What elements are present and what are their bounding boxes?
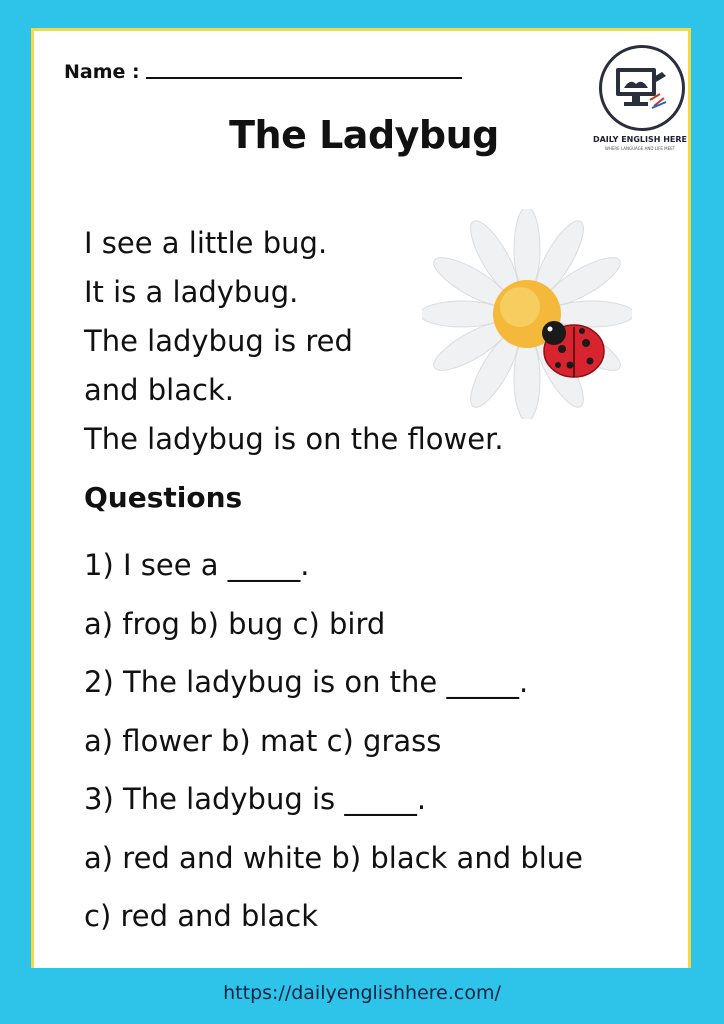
questions-list: [84, 536, 684, 946]
footer-url-link[interactable]: https://dailyenglishhere.com/: [223, 982, 501, 1004]
question-3-options: a) red and white b) black and blue: [84, 840, 584, 875]
page-title: The Ladybug: [229, 113, 499, 157]
logo-brand-text: DAILY ENGLISH HERE: [592, 135, 688, 144]
question-2-options: a) flower b) mat c) grass: [84, 723, 442, 758]
story-line: The ladybug is red: [84, 324, 353, 358]
ladybug-on-flower-illustration: [422, 209, 632, 419]
question-3: 3) The ladybug is _____.: [84, 782, 427, 816]
name-field: [64, 61, 462, 83]
name-blank-line[interactable]: [146, 77, 462, 79]
worksheet-page: [31, 28, 691, 968]
questions-heading: Questions: [84, 481, 243, 514]
name-label: Name :: [64, 61, 140, 83]
story-line: The ladybug is on the flower.: [84, 422, 504, 456]
question-1-options: a) frog b) bug c) bird: [84, 606, 386, 641]
question-3-options-cont: c) red and black: [84, 899, 318, 933]
question-2: 2) The ladybug is on the _____.: [84, 665, 529, 699]
story-line: I see a little bug.: [84, 226, 328, 260]
story-line: and black.: [84, 373, 234, 407]
logo-tagline: WHERE LANGUAGE AND LIFE MEET: [604, 146, 676, 151]
question-1: 1) I see a _____.: [84, 548, 310, 582]
ladybug-icon: [542, 321, 604, 377]
story-line: It is a ladybug.: [84, 275, 299, 309]
